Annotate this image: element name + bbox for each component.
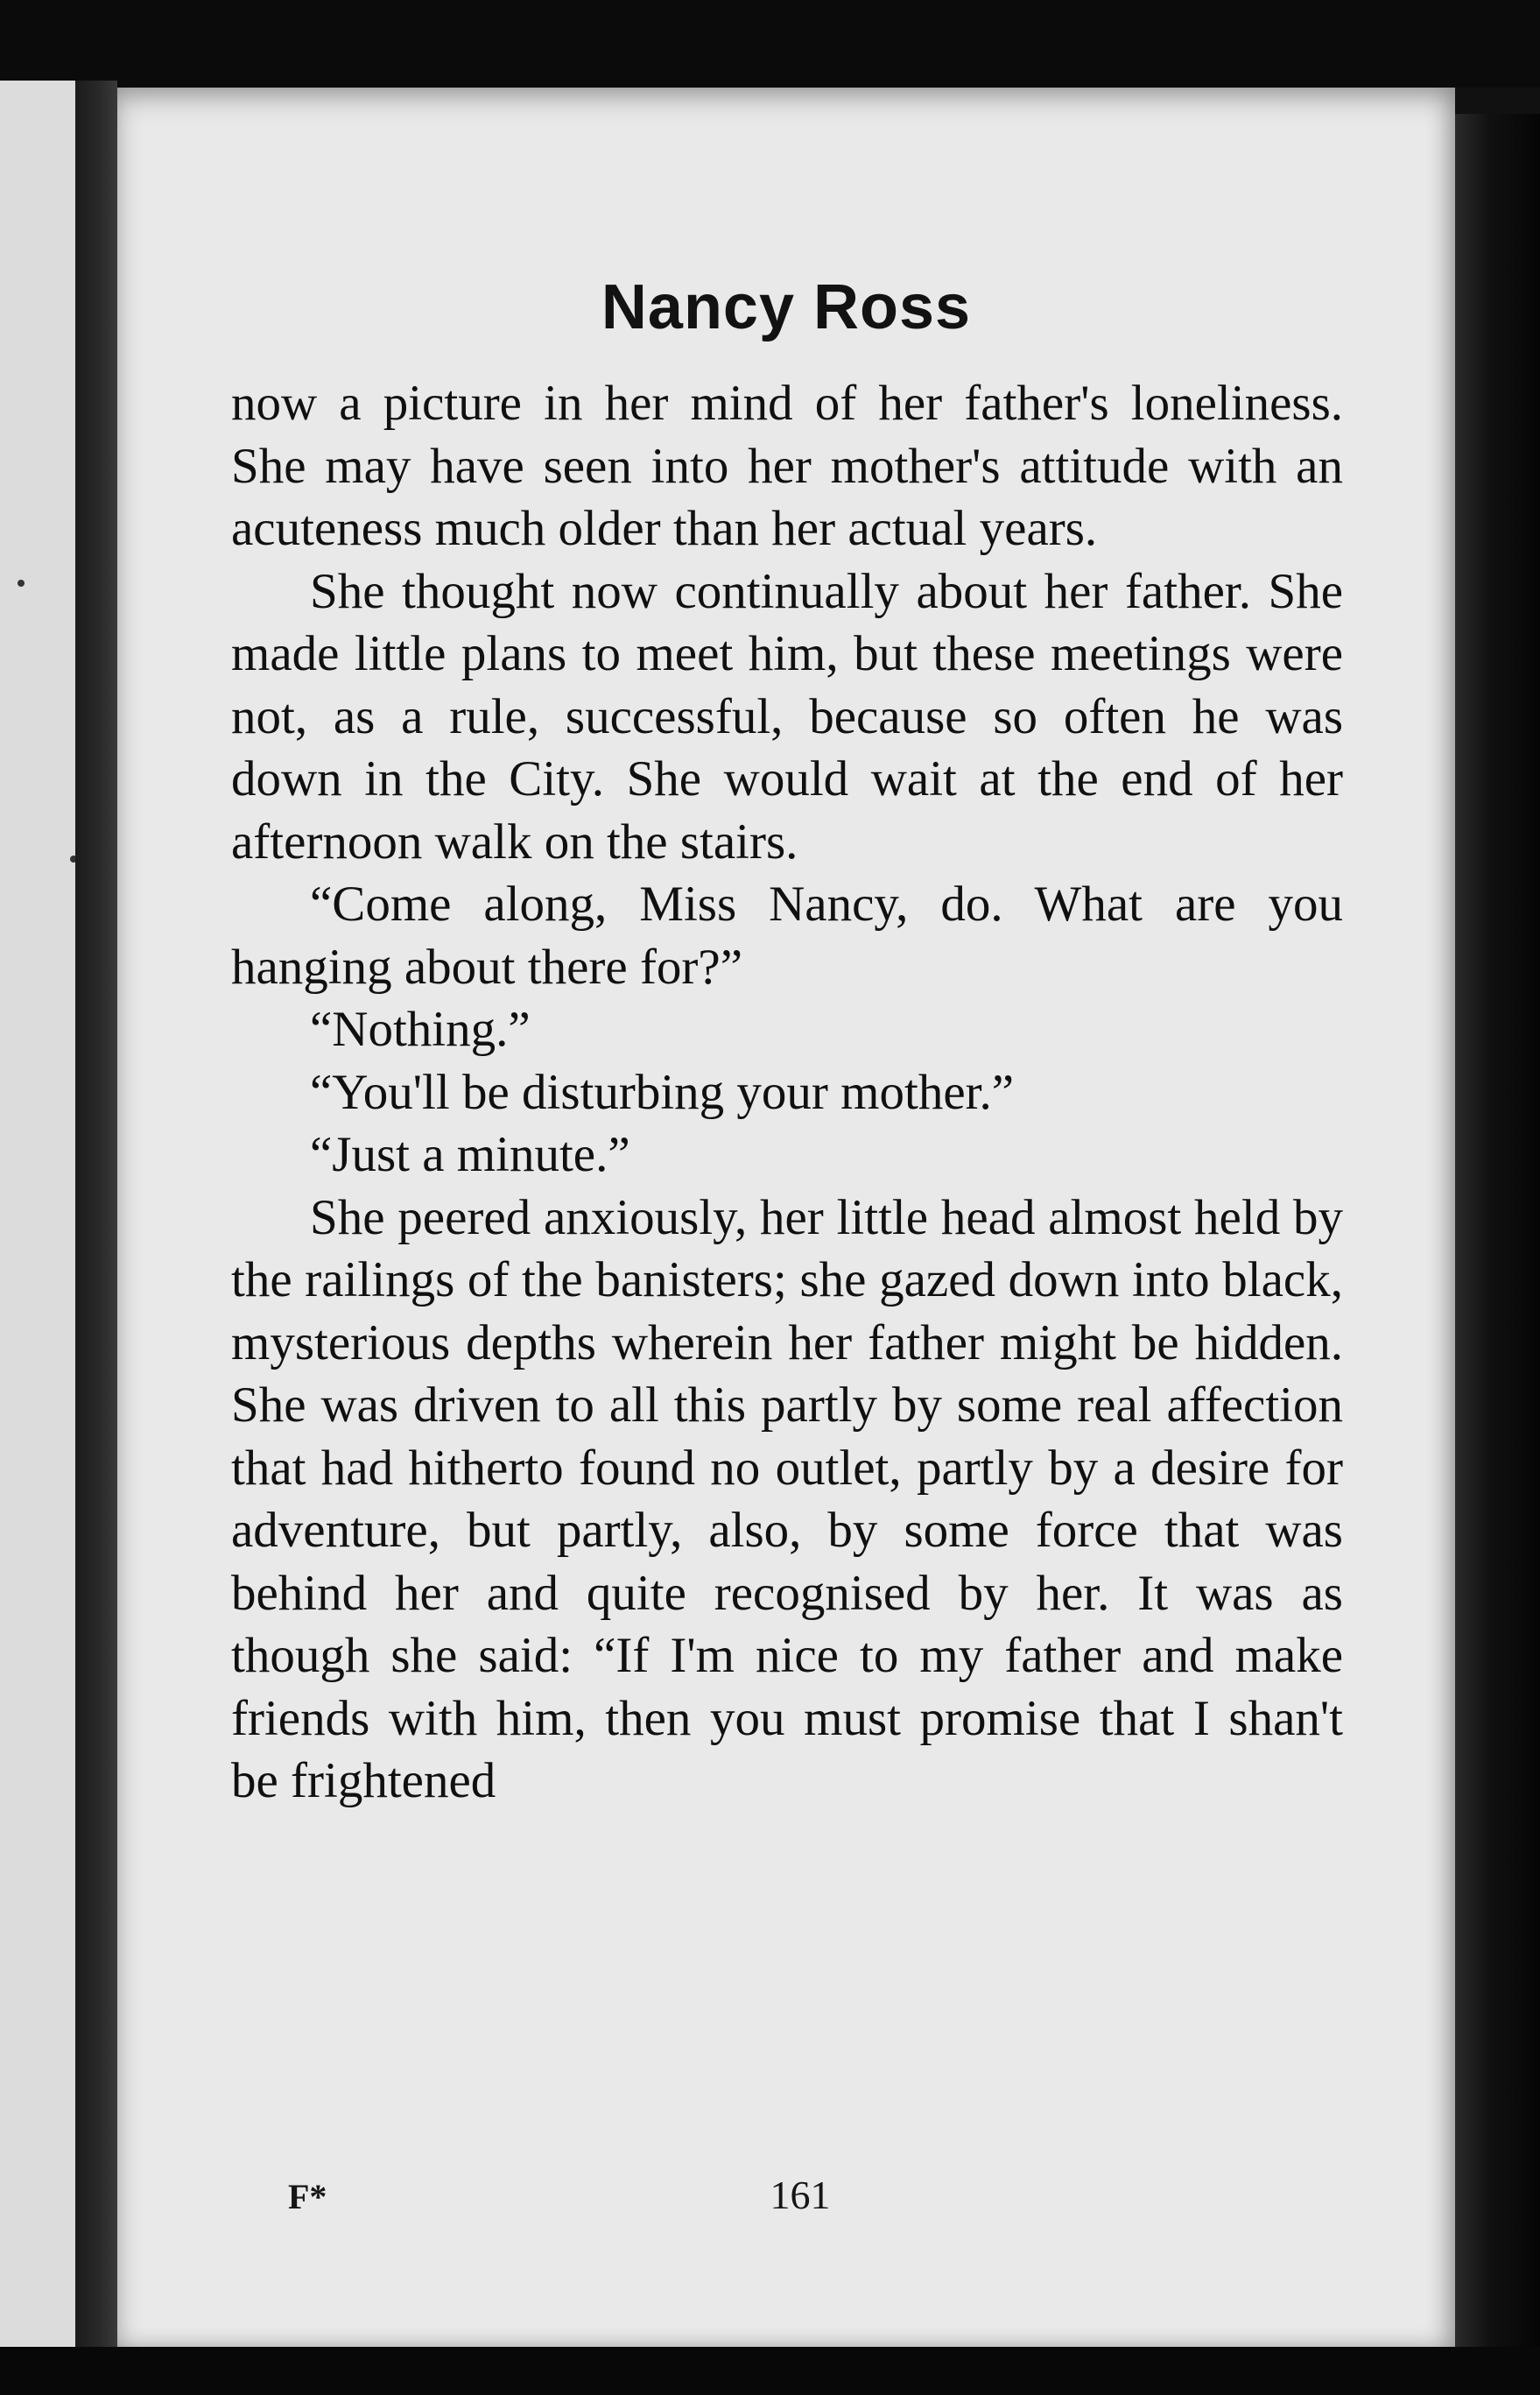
scan-speck: [18, 580, 25, 587]
page-right-edge-shadow: [1455, 114, 1540, 2356]
paragraph: “Come along, Miss Nancy, do. What are you hanging about there for?”: [231, 877, 1343, 995]
scan-top-border: [0, 0, 1540, 88]
running-head: Nancy Ross: [601, 272, 972, 342]
paragraph: “You'll be disturbing your mother.”: [310, 1064, 1015, 1120]
scan-bottom-border: [0, 2347, 1540, 2395]
body-text: [231, 372, 1343, 1813]
paragraph: She peered anxiously, her little head almost held by the railings of the banisters; she gazed down into black, mysterious depths wherein her father might be hidden. She was driven to all this partly by some real affection that had hitherto found no outlet, partly by a desire for adventure, but partly, also, by some force that was behind her and quite recognised by her. It was as though she said: “If I'm nice to my father and make friends with him, then you must promise that I shan't be frightened: [231, 1189, 1343, 1808]
paragraph: She thought now continually about her father. She made little plans to meet him, but these meetings were not, as a rule, successful, because so often he was down in the City. She would wait at the end of her afternoon walk on the stairs.: [231, 563, 1343, 870]
page-number: 161: [770, 2173, 831, 2217]
paragraph: now a picture in her mind of her father's loneliness. She may have seen into her mother's attitude with an acuteness much older than her actual years.: [231, 376, 1343, 556]
facing-page-edge: [0, 81, 81, 2350]
signature-mark: F*: [288, 2177, 327, 2216]
book-spine-shadow: [75, 81, 117, 2350]
book-page: [117, 88, 1455, 2347]
paragraph: “Just a minute.”: [310, 1127, 630, 1182]
paragraph: “Nothing.”: [310, 1002, 531, 1057]
